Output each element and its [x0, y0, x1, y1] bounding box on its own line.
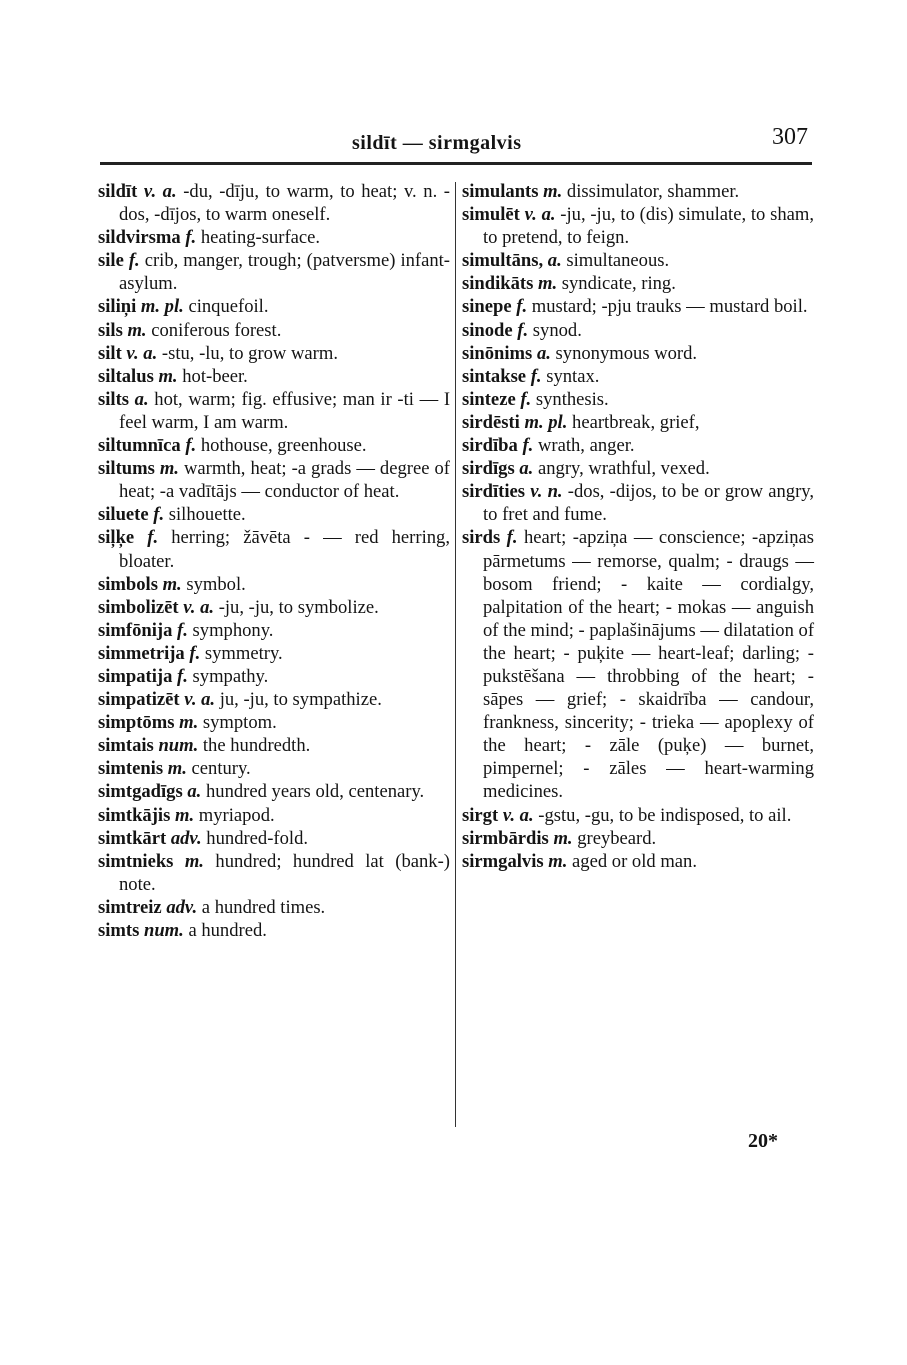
- dictionary-entry: [98, 249, 450, 295]
- entry-definition: century.: [191, 758, 251, 780]
- entry-definition: simultaneous.: [566, 250, 670, 272]
- entry-definition: hot-beer.: [182, 365, 248, 387]
- entry-definition: symptom.: [202, 712, 277, 734]
- dictionary-entry: [98, 319, 450, 342]
- dictionary-entry: [98, 503, 450, 526]
- dictionary-entry: [462, 249, 814, 272]
- entry-definition: sympathy.: [192, 665, 269, 687]
- entry-grammar: v. a.: [143, 181, 177, 202]
- entry-grammar: a.: [519, 458, 534, 480]
- entry-definition: syndicate, ring.: [561, 273, 676, 295]
- entry-grammar: f.: [185, 227, 197, 249]
- entry-grammar: f.: [517, 319, 529, 341]
- entry-grammar: f.: [128, 250, 140, 272]
- entry-definition: mustard; -pju trauks — mustard boil.: [531, 296, 808, 318]
- entry-grammar: v. n.: [530, 481, 563, 503]
- entry-headword: simbolizēt: [98, 596, 179, 618]
- entry-definition: synthesis.: [535, 388, 609, 410]
- entry-grammar: v. a.: [126, 342, 158, 364]
- dictionary-entry: [98, 619, 450, 642]
- entry-grammar: num.: [158, 735, 199, 757]
- dictionary-entry: [98, 295, 450, 318]
- dictionary-entry: [98, 919, 450, 942]
- dictionary-entry: [98, 896, 450, 919]
- dictionary-entry: [98, 642, 450, 665]
- entry-headword: sindikāts: [462, 273, 534, 295]
- entry-headword: simbols: [98, 573, 158, 595]
- entry-headword: simpatija: [98, 665, 173, 687]
- entry-headword: siluete: [98, 504, 149, 526]
- entry-definition: wrath, anger.: [537, 435, 635, 457]
- entry-headword: simfōnija: [98, 619, 173, 641]
- entry-definition: myriapod.: [198, 804, 275, 826]
- dictionary-entry: [462, 411, 814, 434]
- entry-headword: simultāns,: [462, 250, 544, 272]
- entry-headword: siltums: [98, 458, 155, 480]
- entry-grammar: f.: [185, 435, 197, 457]
- dictionary-entry: [98, 342, 450, 365]
- dictionary-entry: [98, 780, 450, 803]
- entry-headword: simulēt: [462, 204, 520, 226]
- dictionary-entry: [98, 457, 450, 503]
- entry-grammar: a.: [187, 781, 202, 803]
- entry-grammar: f.: [177, 665, 188, 687]
- entry-definition: syntax.: [546, 365, 600, 387]
- entry-definition: hundred years old, centenary.: [205, 781, 425, 803]
- entry-headword: sils: [98, 319, 123, 341]
- entry-headword: simptōms: [98, 712, 175, 734]
- entry-grammar: m.: [553, 827, 573, 849]
- entry-headword: siliņi: [98, 296, 137, 318]
- column-divider: [455, 182, 456, 1127]
- entry-definition: hothouse, greenhouse.: [200, 435, 367, 457]
- entry-grammar: m. pl.: [524, 411, 568, 433]
- entry-definition: greybeard.: [577, 827, 657, 849]
- page-number: 307: [772, 124, 808, 150]
- dictionary-entry: [462, 295, 814, 318]
- entry-definition: synod.: [532, 319, 582, 341]
- entry-grammar: f.: [189, 642, 201, 664]
- entry-grammar: adv.: [170, 827, 202, 849]
- entry-headword: sirgt: [462, 804, 499, 826]
- dictionary-entry: [462, 850, 814, 873]
- entry-grammar: f.: [516, 296, 528, 318]
- entry-grammar: adv.: [166, 896, 198, 918]
- entry-definition: symmetry.: [204, 642, 283, 664]
- entry-grammar: f.: [522, 435, 534, 457]
- entry-grammar: a.: [134, 388, 149, 410]
- entry-definition: ju, -ju, to sympathize.: [219, 689, 382, 711]
- entry-headword: sirdīties: [462, 481, 526, 503]
- entry-grammar: m.: [184, 850, 204, 872]
- entry-headword: simtenis: [98, 758, 164, 780]
- entry-grammar: a.: [536, 342, 551, 364]
- entry-headword: sinepe: [462, 296, 512, 318]
- entry-grammar: f.: [520, 388, 532, 410]
- entry-grammar: num.: [143, 920, 184, 941]
- entry-grammar: f.: [153, 504, 165, 526]
- entry-headword: sintakse: [462, 365, 527, 387]
- entry-definition: -stu, -lu, to grow warm.: [161, 342, 338, 364]
- entry-grammar: v. a.: [184, 689, 216, 711]
- entry-headword: sirds: [462, 527, 501, 549]
- dictionary-entry: [462, 203, 814, 249]
- dictionary-entry: [462, 457, 814, 480]
- entry-grammar: m.: [162, 573, 182, 595]
- running-head: sildīt — sirmgalvis: [352, 132, 522, 154]
- entry-headword: silt: [98, 342, 122, 364]
- entry-grammar: m.: [543, 181, 563, 202]
- entry-grammar: m.: [167, 758, 187, 780]
- dictionary-entry: [462, 480, 814, 526]
- entry-grammar: m.: [174, 804, 195, 826]
- entry-grammar: m. pl.: [140, 296, 184, 318]
- entry-headword: sildīt: [98, 181, 138, 202]
- entry-headword: simtais: [98, 735, 154, 757]
- entry-headword: sirdība: [462, 435, 518, 457]
- dictionary-entry: [462, 804, 814, 827]
- entry-definition: a hundred times.: [201, 896, 326, 918]
- dictionary-entry: [98, 757, 450, 780]
- entry-definition: heartbreak, grief,: [572, 411, 700, 433]
- entry-definition: cinquefoil.: [188, 296, 269, 318]
- dictionary-entry: [98, 665, 450, 688]
- entry-grammar: a.: [547, 250, 562, 272]
- entry-headword: simts: [98, 920, 140, 941]
- entry-headword: simtkārt: [98, 827, 167, 849]
- dictionary-entry: [98, 226, 450, 249]
- entry-headword: simtkājis: [98, 804, 171, 826]
- entry-grammar: m.: [127, 319, 147, 341]
- entry-grammar: m.: [159, 458, 179, 480]
- left-column: [98, 180, 450, 942]
- dictionary-entry: [98, 804, 450, 827]
- entry-grammar: v. a.: [524, 204, 556, 226]
- entry-headword: simulants: [462, 181, 539, 202]
- dictionary-entry: [462, 388, 814, 411]
- entry-definition: -ju, -ju, to symbolize.: [218, 596, 379, 618]
- dictionary-entry: [462, 272, 814, 295]
- dictionary-entry: [98, 573, 450, 596]
- entry-definition: symphony.: [192, 619, 274, 641]
- signature-mark: 20*: [748, 1130, 778, 1152]
- entry-grammar: m.: [548, 850, 568, 872]
- entry-headword: sile: [98, 250, 124, 272]
- right-column: [462, 180, 814, 873]
- entry-definition: dissimulator, shammer.: [566, 181, 740, 202]
- entry-definition: heating-surface.: [200, 227, 321, 249]
- entry-definition: hundred-fold.: [206, 827, 309, 849]
- entry-definition: silhouette.: [168, 504, 246, 526]
- entry-headword: sinteze: [462, 388, 516, 410]
- dictionary-entry: [98, 850, 450, 896]
- dictionary-entry: [462, 526, 814, 803]
- entry-headword: simtreiz: [98, 896, 162, 918]
- dictionary-entry: [98, 711, 450, 734]
- entry-definition: -dos, -dijos, to be or grow angry, to fret and fume.: [483, 481, 815, 526]
- entry-definition: herring; žāvēta - — red herring, bloater.: [119, 527, 450, 572]
- entry-definition: -ju, -ju, to (dis) simulate, to sham, to pretend, to feign.: [483, 204, 814, 249]
- entry-definition: heart; -apziņa — conscience; -apziņas pārmetums — remorse, qualm; - draugs — bosom friend; - kaite — cordialgy, palpitation of the heart; - mokas — anguish of the mind; - paplašinājums — dilatation of the heart; - puķite — heart-leaf; darling; - pukstēšana — throbbing of the heart; - sāpes — grief; - skaidrība — candour, frankness, sincerity; - trieka — apoplexy of the heart; - zāle (puķe) — burnet, pimpernel; - zāles — heart-warming medicines.: [483, 527, 815, 803]
- header-rule: [100, 162, 812, 165]
- dictionary-entry: [98, 596, 450, 619]
- entry-definition: crib, manger, trough; (patversme) infant-asylum.: [119, 250, 451, 295]
- dictionary-entry: [462, 365, 814, 388]
- entry-definition: -du, -dīju, to warm, to heat; v. n. -dos, -dījos, to warm oneself.: [119, 181, 451, 226]
- dictionary-entry: [462, 434, 814, 457]
- dictionary-entry: [98, 365, 450, 388]
- entry-headword: sirmgalvis: [462, 850, 544, 872]
- entry-grammar: v. a.: [502, 804, 534, 826]
- entry-definition: hundred; hundred lat (bank-) note.: [119, 850, 450, 895]
- dictionary-entry: [98, 180, 450, 226]
- entry-headword: sirmbārdis: [462, 827, 549, 849]
- dictionary-entry: [98, 734, 450, 757]
- entry-grammar: m.: [158, 365, 178, 387]
- entry-headword: sirdīgs: [462, 458, 515, 480]
- entry-grammar: v. a.: [183, 596, 215, 618]
- entry-headword: siltumnīca: [98, 435, 181, 457]
- entry-headword: sinode: [462, 319, 513, 341]
- dictionary-entry: [98, 388, 450, 434]
- entry-headword: simmetrija: [98, 642, 185, 664]
- entry-grammar: f.: [147, 527, 159, 549]
- entry-headword: silts: [98, 388, 129, 410]
- entry-definition: aged or old man.: [572, 850, 698, 872]
- entry-definition: the hundredth.: [202, 735, 311, 757]
- entry-grammar: m.: [537, 273, 558, 295]
- entry-grammar: m.: [179, 712, 199, 734]
- dictionary-entry: [98, 434, 450, 457]
- dictionary-entry: [98, 688, 450, 711]
- entry-headword: sildvirsma: [98, 227, 181, 249]
- entry-headword: simpatizēt: [98, 689, 180, 711]
- dictionary-entry: [462, 827, 814, 850]
- entry-definition: synonymous word.: [555, 342, 698, 364]
- dictionary-entry: [462, 180, 814, 203]
- entry-definition: symbol.: [186, 573, 246, 595]
- dictionary-entry: [462, 319, 814, 342]
- entry-definition: -gstu, -gu, to be indisposed, to ail.: [538, 804, 792, 826]
- entry-definition: hot, warm; fig. effusive; man ir -ti — I feel warm, I am warm.: [119, 388, 451, 433]
- entry-definition: warmth, heat; -a grads — degree of heat; -a vadītājs — conductor of heat.: [119, 458, 450, 503]
- entry-definition: angry, wrathful, vexed.: [537, 458, 710, 480]
- entry-headword: simtnieks: [98, 850, 174, 872]
- entry-headword: siltalus: [98, 365, 154, 387]
- entry-grammar: f.: [506, 527, 518, 549]
- dictionary-entry: [98, 827, 450, 850]
- entry-headword: sirdēsti: [462, 411, 520, 433]
- entry-headword: sinōnims: [462, 342, 533, 364]
- entry-headword: simtgadīgs: [98, 781, 183, 803]
- dictionary-entry: [462, 342, 814, 365]
- dictionary-entry: [98, 526, 450, 572]
- entry-headword: siļķe: [98, 527, 135, 549]
- entry-definition: a hundred.: [188, 920, 267, 941]
- entry-definition: coniferous forest.: [151, 319, 282, 341]
- page-header: [100, 124, 810, 164]
- entry-grammar: f.: [530, 365, 542, 387]
- entry-grammar: f.: [177, 619, 188, 641]
